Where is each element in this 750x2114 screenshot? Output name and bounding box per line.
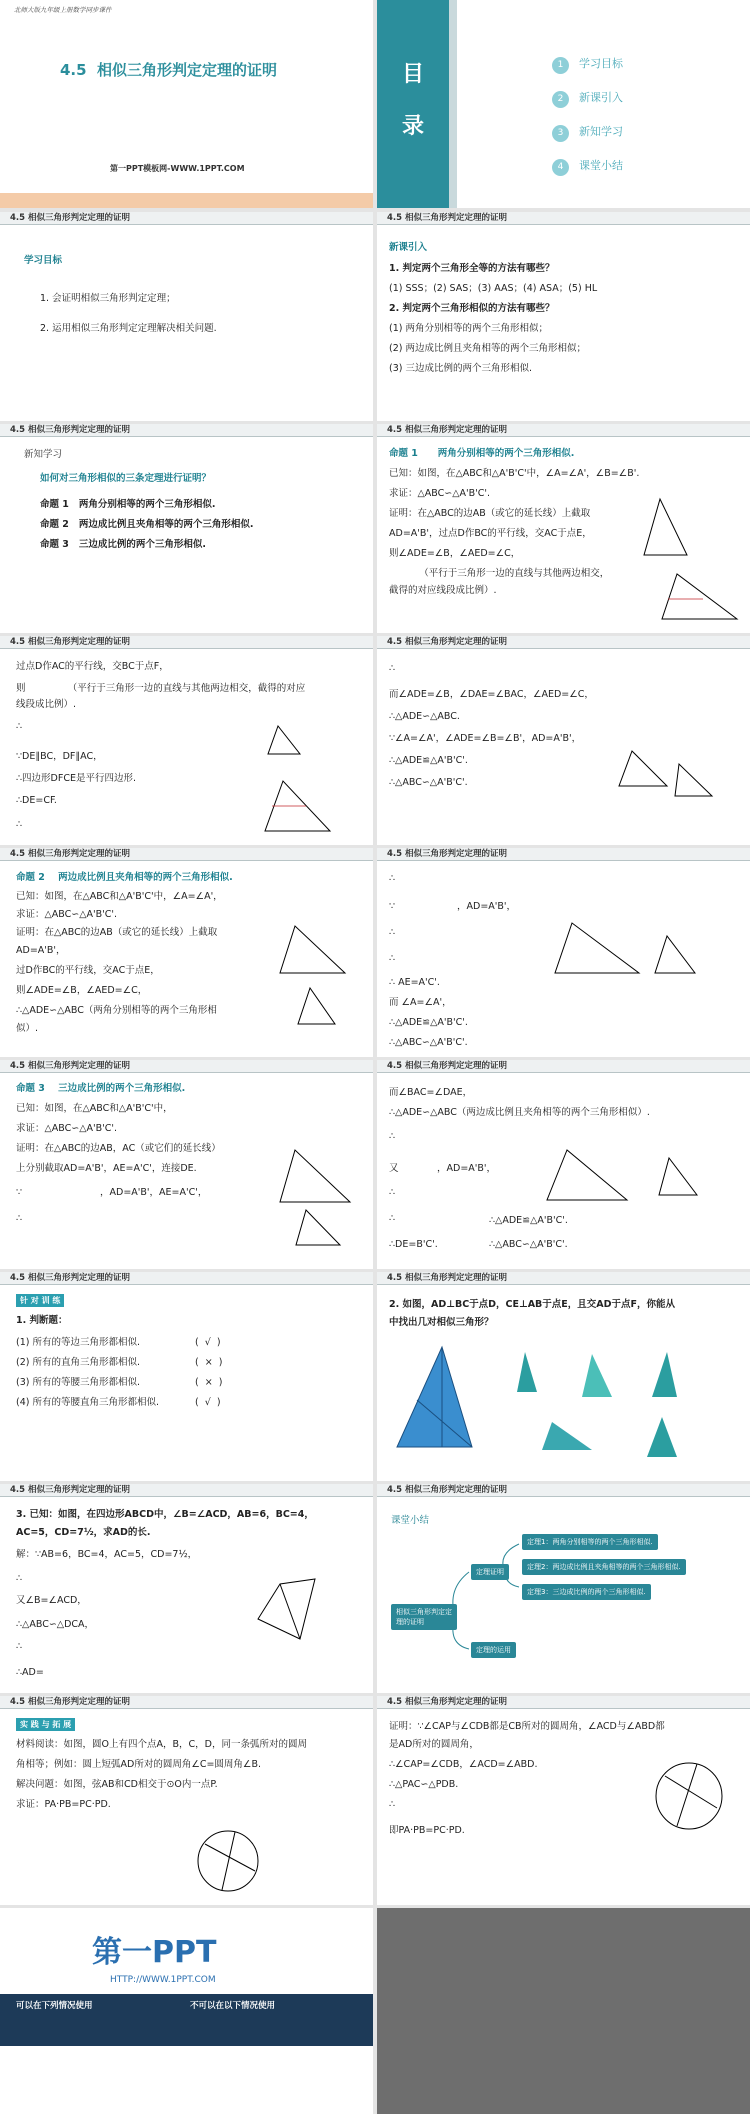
slide-practice xyxy=(0,1272,373,1481)
line: ，AD=A'B'， xyxy=(437,1163,497,1174)
footer-col2: 不可以在以下情况使用 xyxy=(190,2001,276,2011)
slide-header: 4.5 相似三角形判定定理的证明 xyxy=(0,1060,373,1073)
toc-label: 学习目标 xyxy=(579,57,623,70)
line: ∴ xyxy=(16,1573,23,1584)
line: ∴DE=B'C'. xyxy=(389,1239,438,1250)
line: ∴ xyxy=(389,663,396,674)
slide-header: 4.5 相似三角形判定定理的证明 xyxy=(377,212,750,225)
slide-ex3 xyxy=(0,1484,373,1693)
line: 又 xyxy=(389,1163,399,1174)
line: 材料阅读：如图，圆O上有四个点A，B，C，D，同一条弧所对的圆周 xyxy=(16,1739,307,1750)
toc-band xyxy=(377,0,449,208)
section-label: 学习目标 xyxy=(24,255,63,266)
line: 而 ∠A=∠A'， xyxy=(389,997,452,1008)
course-tag: 北师大版九年级上册数学同步课件 xyxy=(14,6,112,14)
a2c: (3) 三边成比例的两个三角形相似. xyxy=(389,363,532,374)
slide-proof1-b xyxy=(0,636,373,845)
triangle-figures xyxy=(377,1060,750,1269)
line: ∴△ADE≌△A'B'C'. xyxy=(389,1017,468,1028)
line: ∴ xyxy=(389,873,396,884)
figure-main xyxy=(377,1272,750,1481)
line: ∴ xyxy=(16,721,23,732)
line: 已知：如图，在△ABC和△A'B'C'中， xyxy=(16,1103,173,1114)
line: ∵∠A=∠A'，∠ADE=∠B=∠B'，AD=A'B'， xyxy=(389,733,582,744)
line: 已知：如图，在△ABC和△A'B'C'中，∠A=∠A'， xyxy=(16,891,223,902)
slide-header: 4.5 相似三角形判定定理的证明 xyxy=(377,1696,750,1709)
triangle-figures xyxy=(377,848,750,1057)
slide-header: 4.5 相似三角形判定定理的证明 xyxy=(377,424,750,437)
prop-title: 命题 1 两角分别相等的两个三角形相似. xyxy=(389,448,575,459)
q2: 2. 判定两个三角形相似的方法有哪些？ xyxy=(389,303,555,314)
slide-header: 4.5 相似三角形判定定理的证明 xyxy=(0,636,373,649)
line: ∴△ADE∽△ABC. xyxy=(389,711,460,722)
line: 又∠B=∠ACD， xyxy=(16,1595,87,1606)
toc-label: 新课引入 xyxy=(579,91,623,104)
practice-banner: 针 对 训 练 xyxy=(16,1294,64,1307)
judge-title: 1. 判断题： xyxy=(16,1315,68,1326)
line: 解：∵AB=6，BC=4，AC=5，CD=7½， xyxy=(16,1549,198,1560)
prop-2: 命题 2 两边成比例且夹角相等的两个三角形相似. xyxy=(40,519,254,530)
toc-item[interactable] xyxy=(552,52,623,74)
prop-title: 命题 2 两边成比例且夹角相等的两个三角形相似. xyxy=(16,872,233,883)
slide-proof2 xyxy=(377,848,750,1057)
q1: 1. 判定两个三角形全等的方法有哪些？ xyxy=(389,263,555,274)
slide-header: 4.5 相似三角形判定定理的证明 xyxy=(0,1696,373,1709)
line: ∴ xyxy=(389,953,396,964)
slide-extend xyxy=(0,1696,373,1905)
toc-title-2: 录 xyxy=(402,114,425,139)
line: 是AD所对的圆周角， xyxy=(389,1739,479,1750)
line: ∴ xyxy=(389,1799,396,1810)
line: 而∠BAC=∠DAE， xyxy=(389,1087,473,1098)
line: ∴ AE=A'C'. xyxy=(389,977,440,988)
extend-banner: 实 践 与 拓 展 xyxy=(16,1718,75,1731)
footer-url: HTTP://WWW.1PPT.COM xyxy=(110,1975,216,1985)
line: 求证：△ABC∽△A'B'C'. xyxy=(16,1123,118,1134)
footer-col1: 可以在下列情况使用 xyxy=(16,2001,93,2011)
slide-header: 4.5 相似三角形判定定理的证明 xyxy=(377,636,750,649)
line: ∴△ADE≌△A'B'C'. xyxy=(489,1215,568,1226)
slide-header: 4.5 相似三角形判定定理的证明 xyxy=(0,1484,373,1497)
a2a: (1) 两角分别相等的两个三角形相似； xyxy=(389,323,548,334)
slide-prop1 xyxy=(377,424,750,633)
summary-theorem-1: 定理1：两角分别相等的两个三角形相似. xyxy=(522,1534,658,1550)
toc-item[interactable] xyxy=(552,154,623,176)
circle-figure xyxy=(0,1696,373,1905)
section-label: 新课引入 xyxy=(389,242,428,253)
slide-header: 4.5 相似三角形判定定理的证明 xyxy=(0,848,373,861)
line: 求证：△ABC∽△A'B'C'. xyxy=(16,909,118,920)
toc-num-icon: 2 xyxy=(552,91,569,108)
line: （平行于三角形一边的直线与其他两边相交， xyxy=(389,568,610,579)
slide-header: 4.5 相似三角形判定定理的证明 xyxy=(0,212,373,225)
slide-summary xyxy=(377,1484,750,1693)
judge-item: (1) 所有的等边三角形都相似. xyxy=(16,1337,140,1348)
summary-branch-2: 定理的运用 xyxy=(471,1642,516,1658)
toc-num-icon: 4 xyxy=(552,159,569,176)
judge-answer: ( × ) xyxy=(195,1377,223,1388)
line: 已知：如图，在△ABC和△A'B'C'中，∠A=∠A'，∠B=∠B'. xyxy=(389,468,640,479)
triangle-figures xyxy=(377,636,750,845)
line: ∴DE=CF. xyxy=(16,795,57,806)
toc-num-icon: 1 xyxy=(552,57,569,74)
line: ∴△ADE≌△A'B'C'. xyxy=(389,755,468,766)
line: 而∠ADE=∠B，∠DAE=∠BAC，∠AED=∠C， xyxy=(389,689,594,700)
line: 线段成比例）. xyxy=(16,699,77,710)
line: ∴ xyxy=(16,1213,23,1224)
slide-title xyxy=(0,0,373,208)
line: 则 （平行于三角形一边的直线与其他两边相交，截得的对应 xyxy=(16,683,306,694)
slide-extend-proof xyxy=(377,1696,750,1905)
line: AD=A'B'，过点D作BC的平行线，交AC于点E， xyxy=(389,528,592,539)
line: 证明：在△ABC的边AB，AC（或它们的延长线） xyxy=(16,1143,221,1154)
line: ，AD=A'B'，AE=A'C'， xyxy=(100,1187,208,1198)
line: 过D作BC的平行线，交AC于点E， xyxy=(16,965,160,976)
slide-ex2 xyxy=(377,1272,750,1481)
line: ∴AD= xyxy=(16,1667,44,1678)
line: 过点D作AC的平行线，交BC于点F， xyxy=(16,661,169,672)
line: AC=5，CD=7½，求AD的长. xyxy=(16,1527,151,1538)
toc-item[interactable] xyxy=(552,120,623,142)
goal-1: 1. 会证明相似三角形判定定理； xyxy=(40,293,176,304)
judge-answer: ( × ) xyxy=(195,1357,223,1368)
slide-footer xyxy=(0,1908,373,2114)
line: 求证：△ABC∽△A'B'C'. xyxy=(389,488,491,499)
line: ∵ xyxy=(389,901,396,912)
toc-title-1: 目 xyxy=(402,62,425,87)
line: ，AD=A'B'， xyxy=(457,901,517,912)
slide-goals xyxy=(0,212,373,421)
line: 证明：在△ABC的边AB（或它的延长线）上截取 xyxy=(16,927,218,938)
section-label: 课堂小结 xyxy=(391,1515,430,1526)
slide-intro xyxy=(377,212,750,421)
toc-label: 课堂小结 xyxy=(579,159,623,172)
triangle-figures xyxy=(0,1060,373,1269)
goal-2: 2. 运用相似三角形判定定理解决相关问题. xyxy=(40,323,217,334)
slide-header: 4.5 相似三角形判定定理的证明 xyxy=(377,1060,750,1073)
a1: (1) SSS；(2) SAS；(3) AAS；(4) ASA；(5) HL xyxy=(389,283,598,294)
line: ∴四边形DFCE是平行四边形. xyxy=(16,773,136,784)
line: 似）. xyxy=(16,1023,39,1034)
line: 2. 如图，AD⊥BC于点D，CE⊥AB于点E，且交AD于点F，你能从 xyxy=(389,1299,676,1310)
footer-gray xyxy=(377,1908,750,2114)
line: ∴ xyxy=(16,819,23,830)
line: 解决问题：如图，弦AB和CD相交于⊙O内一点P. xyxy=(16,1779,218,1790)
line: ∴△ABC∽△A'B'C'. xyxy=(389,1037,468,1048)
section-label: 新知学习 xyxy=(24,449,63,460)
line: 中找出几对相似三角形？ xyxy=(389,1317,494,1328)
title-website: 第一PPT模板网-WWW.1PPT.COM xyxy=(110,164,245,173)
slide-toc xyxy=(377,0,750,208)
judge-item: (4) 所有的等腰直角三角形都相似. xyxy=(16,1397,159,1408)
line: 则∠ADE=∠B，∠AED=∠C， xyxy=(389,548,521,559)
question: 如何对三角形相似的三条定理进行证明？ xyxy=(40,473,212,484)
title-main: 4.5 相似三角形判定定理的证明 xyxy=(60,61,278,79)
prop-title: 命题 3 三边成比例的两个三角形相似. xyxy=(16,1083,186,1094)
toc-num-icon: 3 xyxy=(552,125,569,142)
line: ∴ xyxy=(389,1213,396,1224)
toc-label: 新知学习 xyxy=(579,125,623,138)
line: ∵DE∥BC，DF∥AC， xyxy=(16,751,103,762)
footer-logo: 第一PPT xyxy=(92,1935,217,1970)
line: ∴∠CAP=∠CDB，∠ACD=∠ABD. xyxy=(389,1759,538,1770)
judge-answer: ( √ ) xyxy=(195,1337,221,1348)
line: 3. 已知：如图，在四边形ABCD中，∠B=∠ACD，AB=6，BC=4， xyxy=(16,1509,314,1520)
circle-figure xyxy=(377,1696,750,1905)
line: ∵ xyxy=(16,1187,23,1198)
summary-theorem-2: 定理2：两边成比例且夹角相等的两个三角形相似. xyxy=(522,1559,686,1575)
slide-new xyxy=(0,424,373,633)
slide-header: 4.5 相似三角形判定定理的证明 xyxy=(0,424,373,437)
prop-1: 命题 1 两角分别相等的两个三角形相似. xyxy=(40,499,216,510)
line: 即PA·PB=PC·PD. xyxy=(389,1825,465,1836)
line: ∴△ADE∽△ABC（两角分别相等的两个三角形相 xyxy=(16,1005,217,1016)
line: 证明：∵∠CAP与∠CDB都是CB所对的圆周角，∠ACD与∠ABD都 xyxy=(389,1721,665,1732)
line: ∴ xyxy=(389,1187,396,1198)
quad-figure xyxy=(0,1484,373,1693)
slide-prop2 xyxy=(0,848,373,1057)
line: ∴ xyxy=(389,927,396,938)
summary-branch-1: 定理证明 xyxy=(471,1564,509,1580)
line: ∴ xyxy=(389,1131,396,1142)
slide-proof1-c xyxy=(377,636,750,845)
slide-header: 4.5 相似三角形判定定理的证明 xyxy=(377,1272,750,1285)
toc-item[interactable] xyxy=(552,86,623,108)
triangle-figures xyxy=(377,424,750,633)
triangle-figures xyxy=(0,848,373,1057)
line: 上分别截取AD=A'B'，AE=A'C'，连接DE. xyxy=(16,1163,197,1174)
slide-header: 4.5 相似三角形判定定理的证明 xyxy=(377,848,750,861)
slide-header: 4.5 相似三角形判定定理的证明 xyxy=(0,1272,373,1285)
a2b: (2) 两边成比例且夹角相等的两个三角形相似； xyxy=(389,343,586,354)
line: 截得的对应线段成比例）. xyxy=(389,585,497,596)
line: 证明：在△ABC的边AB（或它的延长线）上截取 xyxy=(389,508,591,519)
triangle-figures xyxy=(0,636,373,845)
line: ∴△ABC∽△A'B'C'. xyxy=(489,1239,568,1250)
judge-item: (2) 所有的直角三角形都相似. xyxy=(16,1357,140,1368)
line: ∴△ADE∽△ABC（两边成比例且夹角相等的两个三角形相似）. xyxy=(389,1107,650,1118)
summary-theorem-3: 定理3：三边成比例的两个三角形相似. xyxy=(522,1584,651,1600)
line: 角相等；例如：圆上短弧AD所对的圆周角∠C=圆周角∠B. xyxy=(16,1759,261,1770)
line: AD=A'B'， xyxy=(16,945,66,956)
slide-prop3 xyxy=(0,1060,373,1269)
slide-header: 4.5 相似三角形判定定理的证明 xyxy=(377,1484,750,1497)
line: ∴△ABC∽△A'B'C'. xyxy=(389,777,468,788)
prop-3: 命题 3 三边成比例的两个三角形相似. xyxy=(40,539,206,550)
judge-item: (3) 所有的等腰三角形都相似. xyxy=(16,1377,140,1388)
line: ∴△ABC∽△DCA， xyxy=(16,1619,95,1630)
line: 求证：PA·PB=PC·PD. xyxy=(16,1799,111,1810)
judge-answer: ( √ ) xyxy=(195,1397,221,1408)
orange-band xyxy=(0,193,373,208)
line: ∴△PAC∽△PDB. xyxy=(389,1779,459,1790)
toc-band-shadow xyxy=(449,0,457,208)
line: ∴ xyxy=(16,1641,23,1652)
summary-root: 相似三角形判定定理的证明 xyxy=(391,1604,457,1630)
slide-proof3 xyxy=(377,1060,750,1269)
line: 则∠ADE=∠B，∠AED=∠C， xyxy=(16,985,148,996)
